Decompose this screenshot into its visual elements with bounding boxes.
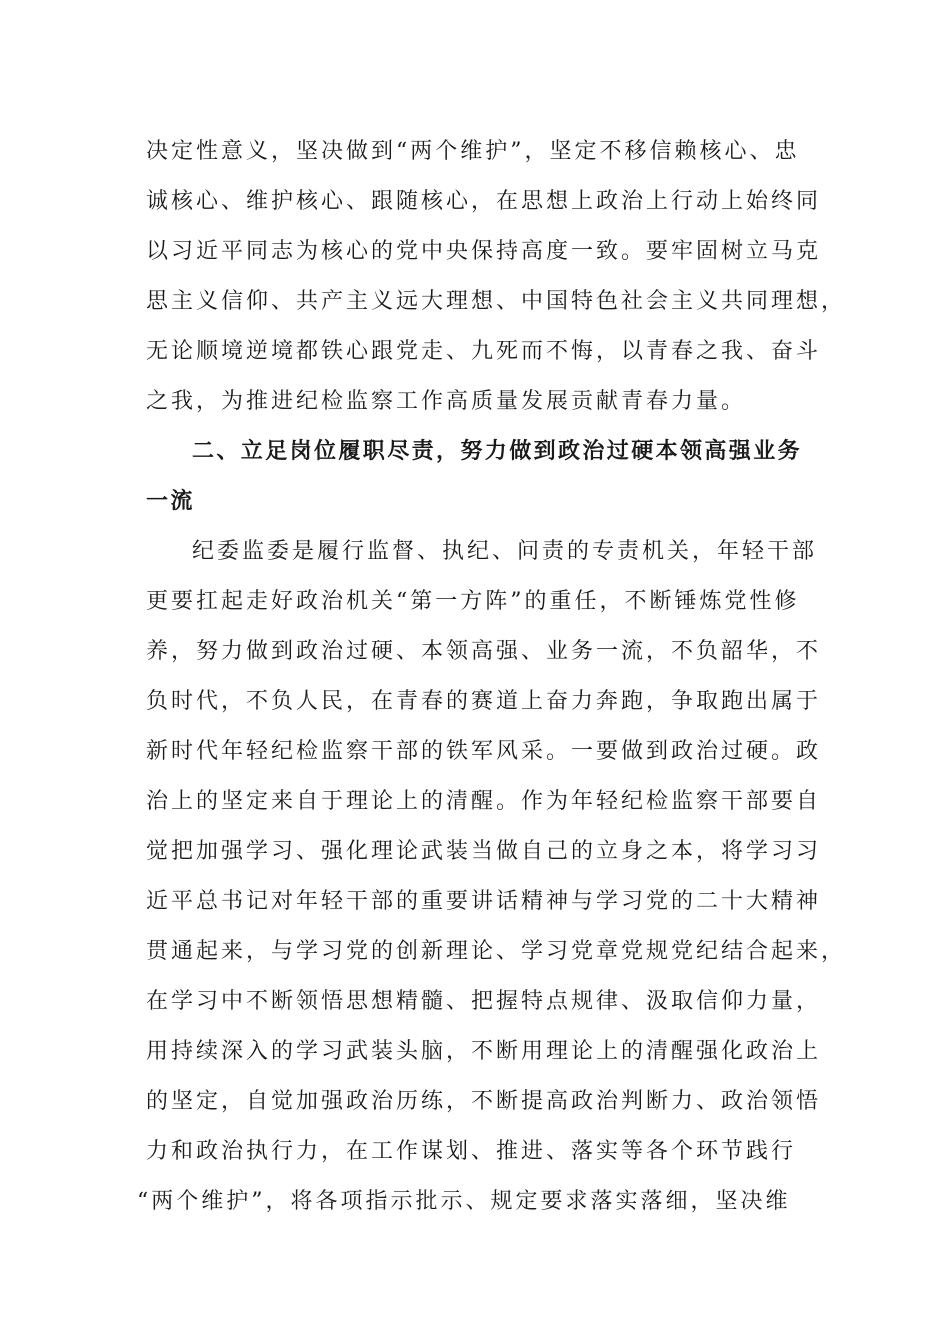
body-text-line: 以习近平同志为核心的党中央保持高度一致。要牢固树立马克 [146, 239, 822, 264]
body-text-line: 近平总书记对年轻干部的重要讲话精神与学习党的二十大精神 [146, 889, 822, 914]
body-text-line: 的坚定，自觉加强政治历练，不断提高政治判断力、政治领悟 [146, 1089, 822, 1114]
body-text-line: 力和政治执行力，在工作谋划、推进、落实等各个环节践行 [146, 1139, 797, 1164]
body-text-line: 诚核心、维护核心、跟随核心，在思想上政治上行动上始终同 [146, 189, 822, 214]
body-text-line: 在学习中不断领悟思想精髓、把握特点规律、汲取信仰力量， [146, 989, 822, 1014]
body-text-line: 新时代年轻纪检监察干部的铁军风采。一要做到政治过硬。政 [146, 739, 822, 764]
body-text-line: 养，努力做到政治过硬、本领高强、业务一流，不负韶华，不 [146, 639, 822, 664]
body-text-line: 无论顺境逆境都铁心跟党走、九死而不悔，以青春之我、奋斗 [146, 339, 822, 364]
body-text-line: “两个维护”，将各项指示批示、规定要求落实落细，坚决维 [137, 1189, 791, 1214]
body-text-line: 思主义信仰、共产主义远大理想、中国特色社会主义共同理想， [146, 289, 847, 314]
body-text-line: 负时代，不负人民，在青春的赛道上奋力奔跑，争取跑出属于 [146, 689, 822, 714]
body-text-line: 觉把加强学习、强化理论武装当做自己的立身之本，将学习习 [146, 839, 822, 864]
body-text-line: 更要扛起走好政治机关“第一方阵”的重任，不断锤炼党性修 [146, 589, 800, 614]
body-text-line: 决定性意义，坚决做到“两个维护”，坚定不移信赖核心、忠 [146, 139, 800, 164]
body-text-line: 贯通起来，与学习党的创新理论、学习党章党规党纪结合起来， [146, 939, 847, 964]
body-text-line: 之我，为推进纪检监察工作高质量发展贡献青春力量。 [146, 389, 747, 414]
paragraph-first-line: 纪委监委是履行监督、执纪、问责的专责机关，年轻干部 [192, 539, 818, 564]
section-heading: 二、立足岗位履职尽责，努力做到政治过硬本领高强业务 [192, 439, 803, 464]
section-heading-continued: 一流 [146, 489, 195, 514]
body-text-line: 用持续深入的学习武装头脑，不断用理论上的清醒强化政治上 [146, 1039, 822, 1064]
body-text-line: 治上的坚定来自于理论上的清醒。作为年轻纪检监察干部要自 [146, 789, 822, 814]
